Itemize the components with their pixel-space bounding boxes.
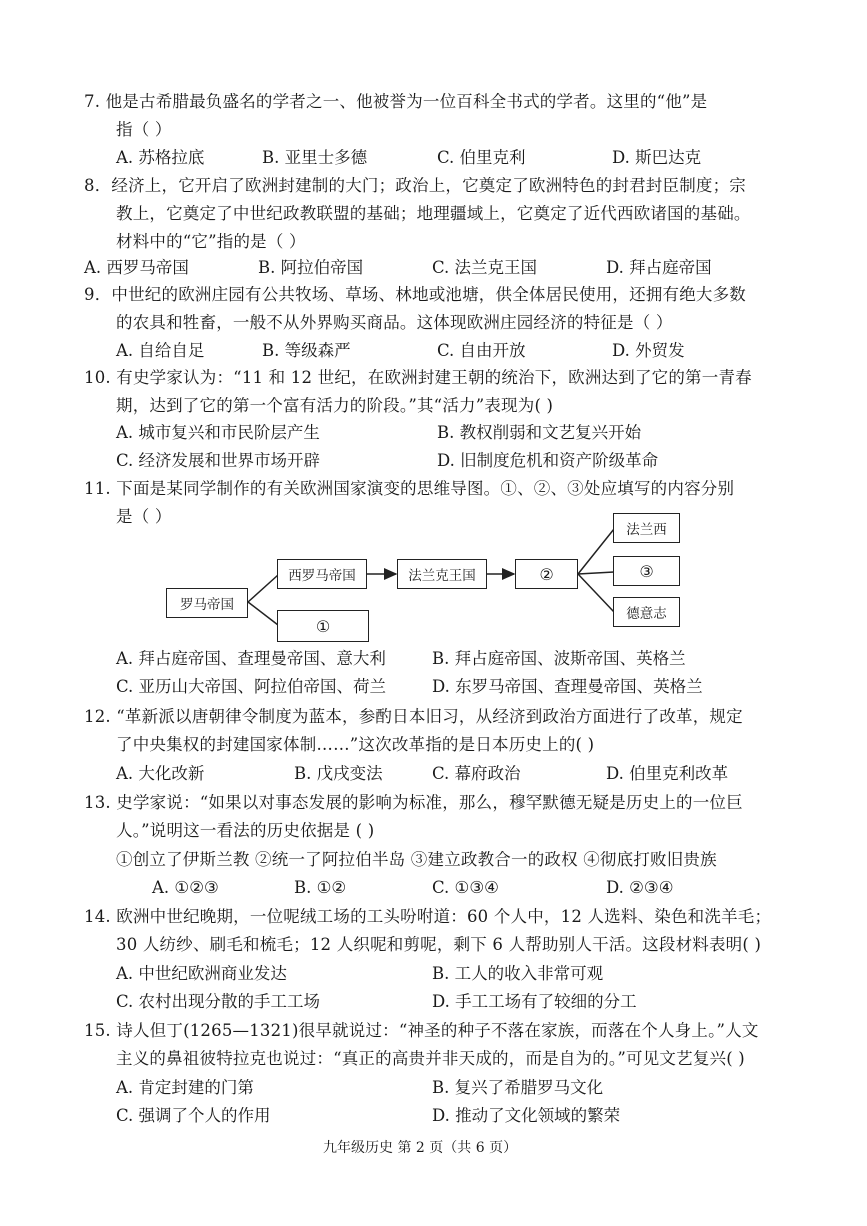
q13-option-c: C. ①③④ bbox=[432, 878, 499, 897]
mm-blank-2: ② bbox=[515, 559, 578, 589]
q15-option-b: B. 复兴了希腊罗马文化 bbox=[432, 1078, 604, 1097]
mm-western-roman-empire: 西罗马帝国 bbox=[277, 559, 367, 589]
q7-stem-line1: 7. 他是古希腊最负盛名的学者之一、他被誉为一位百科全书式的学者。这里的“他”是 bbox=[84, 92, 708, 111]
q15-option-c: C. 强调了个人的作用 bbox=[116, 1106, 271, 1125]
q13-option-b: B. ①② bbox=[294, 878, 347, 897]
q14-stem-line1: 14. 欧洲中世纪晚期，一位呢绒工场的工头吩咐道：60 个人中，12 人选料、染色和洗羊毛； bbox=[84, 907, 772, 926]
q7-option-d: D. 斯巴达克 bbox=[612, 148, 702, 167]
mm-france: 法兰西 bbox=[613, 513, 680, 543]
q12-option-c: C. 幕府政治 bbox=[432, 764, 521, 783]
q12-option-d: D. 伯里克利改革 bbox=[606, 764, 729, 783]
q11-option-b: B. 拜占庭帝国、波斯帝国、英格兰 bbox=[432, 649, 686, 668]
q12-option-b: B. 戊戌变法 bbox=[294, 764, 383, 783]
q7-option-c: C. 伯里克利 bbox=[437, 148, 526, 167]
q9-option-c: C. 自由开放 bbox=[437, 341, 526, 360]
q13-option-d: D. ②③④ bbox=[606, 878, 674, 897]
q9-stem-line1: 9．中世纪的欧洲庄园有公共牧场、草场、林地或池塘，供全体居民使用，还拥有绝大多数 bbox=[84, 285, 746, 304]
q9-option-a: A. 自给自足 bbox=[116, 341, 205, 360]
q13-stem-line2: 人。”说明这一看法的历史依据是 ( ) bbox=[116, 821, 375, 840]
q9-option-b: B. 等级森严 bbox=[262, 341, 351, 360]
q14-option-c: C. 农村出现分散的手工工场 bbox=[116, 992, 321, 1011]
mm-roman-empire: 罗马帝国 bbox=[166, 588, 248, 618]
q9-option-d: D. 外贸发 bbox=[612, 341, 685, 360]
page-footer: 九年级历史 第 2 页（共 6 页） bbox=[323, 1140, 518, 1156]
q12-stem-line1: 12. “革新派以唐朝律令制度为蓝本，参酌日本旧习，从经济到政治方面进行了改革，规定 bbox=[84, 707, 743, 726]
q13-stem-line3: ①创立了伊斯兰教 ②统一了阿拉伯半岛 ③建立政教合一的政权 ④彻底打败旧贵族 bbox=[116, 850, 717, 869]
mm-frankish-kingdom: 法兰克王国 bbox=[397, 559, 487, 589]
q11-option-d: D. 东罗马帝国、查理曼帝国、英格兰 bbox=[432, 677, 703, 696]
q15-stem-line1: 15. 诗人但丁(1265—1321)很早就说过：“神圣的种子不落在家族，而落在个人身上。”人文 bbox=[84, 1021, 759, 1040]
q8-option-d: D. 拜占庭帝国 bbox=[606, 258, 712, 277]
q7-option-a: A. 苏格拉底 bbox=[116, 148, 205, 167]
q8-option-c: C. 法兰克王国 bbox=[432, 258, 538, 277]
q10-option-b: B. 教权削弱和文艺复兴开始 bbox=[437, 423, 642, 442]
mm-germany: 德意志 bbox=[613, 597, 680, 627]
q14-stem-line2: 30 人纺纱、刷毛和梳毛；12 人织呢和剪呢，剩下 6 人帮助别人干活。这段材料表明( ) bbox=[116, 935, 762, 954]
q10-stem-line1: 10. 有史学家认为：“11 和 12 世纪，在欧洲封建王朝的统治下，欧洲达到了它的第一青春 bbox=[84, 368, 752, 387]
q14-option-a: A. 中世纪欧洲商业发达 bbox=[116, 964, 287, 983]
mm-blank-3: ③ bbox=[613, 556, 680, 586]
q11-option-a: A. 拜占庭帝国、查理曼帝国、意大利 bbox=[116, 649, 386, 668]
q10-option-c: C. 经济发展和世界市场开辟 bbox=[116, 451, 321, 470]
q8-option-a: A. 西罗马帝国 bbox=[84, 258, 189, 277]
q15-option-a: A. 肯定封建的门第 bbox=[116, 1078, 254, 1097]
q8-option-b: B. 阿拉伯帝国 bbox=[258, 258, 364, 277]
q11-stem-line2: 是（ ） bbox=[116, 507, 172, 526]
q15-option-d: D. 推动了文化领域的繁荣 bbox=[432, 1106, 621, 1125]
q10-option-a: A. 城市复兴和市民阶层产生 bbox=[116, 423, 320, 442]
q10-stem-line2: 期，达到了它的第一个富有活力的阶段。”其“活力”表现为( ) bbox=[116, 396, 554, 415]
q14-option-d: D. 手工工场有了较细的分工 bbox=[432, 992, 637, 1011]
q9-stem-line2: 的农具和牲畜，一般不从外界购买商品。这体现欧洲庄园经济的特征是（ ） bbox=[116, 313, 673, 332]
q8-stem-line2: 教上，它奠定了中世纪政教联盟的基础；地理疆域上，它奠定了近代西欧诸国的基础。 bbox=[116, 204, 751, 223]
q13-stem-line1: 13. 史学家说：“如果以对事态发展的影响为标准，那么，穆罕默德无疑是历史上的一位巨 bbox=[84, 793, 743, 812]
q11-option-c: C. 亚历山大帝国、阿拉伯帝国、荷兰 bbox=[116, 677, 387, 696]
q12-stem-line2: 了中央集权的封建国家体制……”这次改革指的是日本历史上的( ) bbox=[116, 735, 595, 754]
q12-option-a: A. 大化改新 bbox=[116, 764, 205, 783]
q7-option-b: B. 亚里士多德 bbox=[262, 148, 368, 167]
q7-stem-line2: 指（ ） bbox=[116, 120, 172, 139]
q8-stem-line1: 8．经济上，它开启了欧洲封建制的大门；政治上，它奠定了欧洲特色的封君封臣制度；宗 bbox=[84, 176, 746, 195]
q11-stem-line1: 11. 下面是某同学制作的有关欧洲国家演变的思维导图。①、②、③处应填写的内容分别 bbox=[84, 479, 735, 498]
q8-stem-line3: 材料中的“它”指的是（ ） bbox=[116, 232, 306, 251]
q14-option-b: B. 工人的收入非常可观 bbox=[432, 964, 604, 983]
q10-option-d: D. 旧制度危机和资产阶级革命 bbox=[437, 451, 659, 470]
mm-blank-1: ① bbox=[277, 610, 369, 642]
q13-option-a: A. ①②③ bbox=[152, 878, 219, 897]
q15-stem-line2: 主义的鼻祖彼特拉克也说过：“真正的高贵并非天成的，而是自为的。”可见文艺复兴( ) bbox=[116, 1049, 745, 1068]
